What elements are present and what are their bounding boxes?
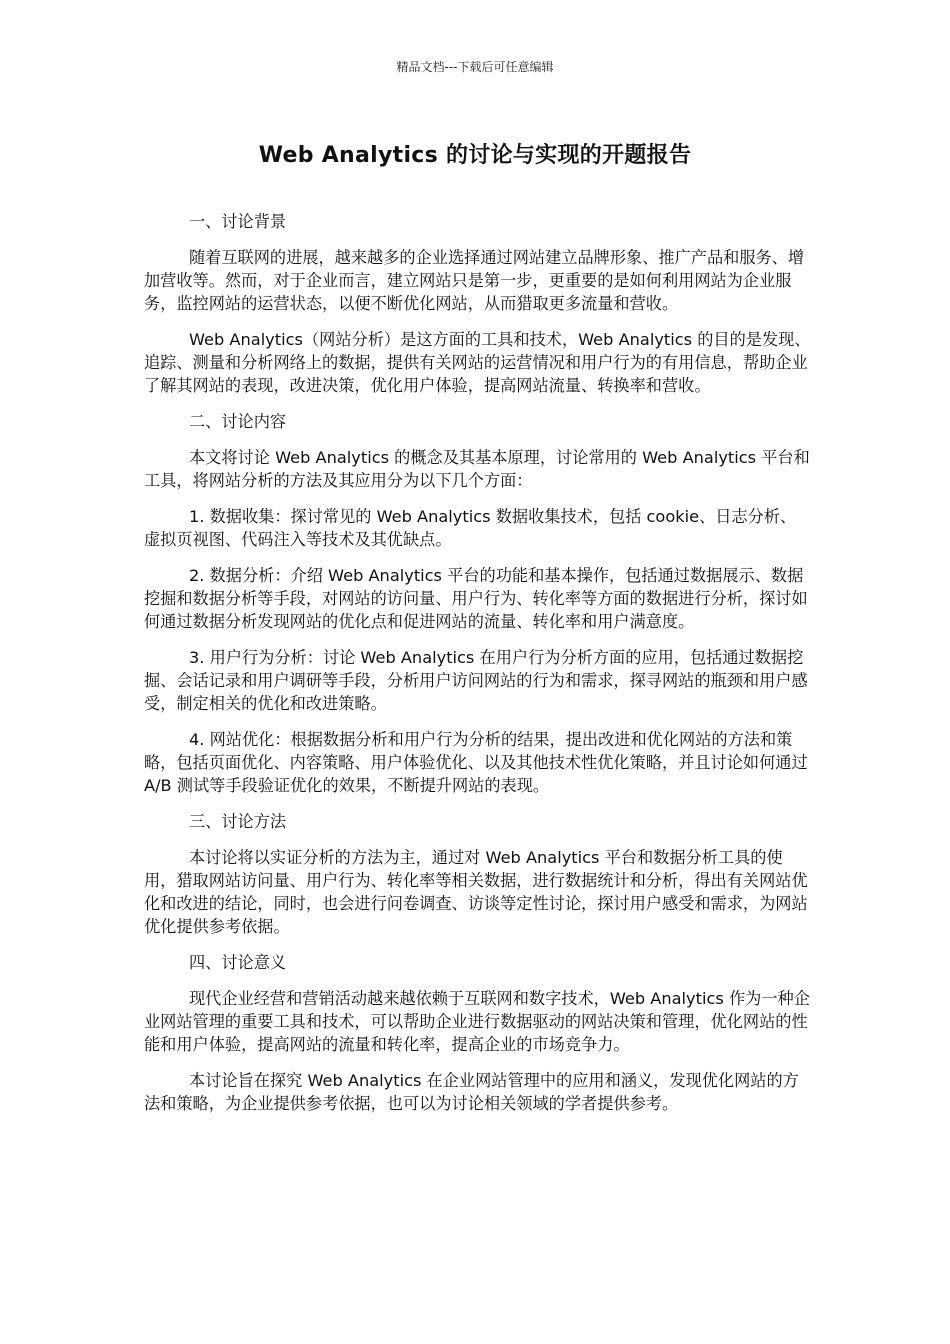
document-title: Web Analytics 的讨论与实现的开题报告 [258, 143, 692, 168]
header-note: 精品文档---下载后可任意编辑 [396, 60, 554, 74]
section-heading-content: 二、讨论内容 [189, 412, 287, 431]
section-heading-method: 三、讨论方法 [189, 812, 287, 831]
section-heading-significance: 四、讨论意义 [189, 953, 287, 972]
content-item-user-behavior: 3. 用户行为分析：讨论 Web Analytics 在用户行为分析方面的应用，包括通过数据挖掘、会话记录和用户调研等手段，分析用户访问网站的行为和需求，探寻网站的瓶颈和用户感受，制定相关的优化和改进策略。 [144, 648, 808, 713]
section-heading-background: 一、讨论背景 [189, 212, 287, 231]
background-paragraph-1: 随着互联网的进展，越来越多的企业选择通过网站建立品牌形象、推广产品和服务、增加营收等。然而，对于企业而言，建立网站只是第一步，更重要的是如何利用网站为企业服务，监控网站的运营状态，以便不断优化网站，从而猎取更多流量和营收。 [144, 248, 805, 313]
content-item-data-collection: 1. 数据收集：探讨常见的 Web Analytics 数据收集技术，包括 cookie、日志分析、虚拟页视图、代码注入等技术及其优缺点。 [144, 507, 797, 549]
content-item-data-analysis: 2. 数据分析：介绍 Web Analytics 平台的功能和基本操作，包括通过数据展示、数据挖掘和数据分析等手段，对网站的访问量、用户行为、转化率等方面的数据进行分析，探讨如何通过数据分析发现网站的优化点和促进网站的流量、转化率和用户满意度。 [144, 566, 808, 631]
background-paragraph-2: Web Analytics（网站分析）是这方面的工具和技术，Web Analytics 的目的是发现、追踪、测量和分析网络上的数据，提供有关网站的运营情况和用户行为的有用信息，帮助企业了解其网站的表现，改进决策，优化用户体验，提高网站流量、转换率和营收。 [144, 330, 811, 395]
document-body [144, 210, 812, 1128]
content-item-site-optimization: 4. 网站优化：根据数据分析和用户行为分析的结果，提出改进和优化网站的方法和策略，包括页面优化、内容策略、用户体验优化、以及其他技术性优化策略，并且讨论如何通过 A/B 测试等手段验证优化的效果，不断提升网站的表现。 [144, 730, 808, 795]
content-intro-paragraph: 本文将讨论 Web Analytics 的概念及其基本原理，讨论常用的 Web Analytics 平台和工具，将网站分析的方法及其应用分为以下几个方面： [144, 448, 810, 490]
significance-paragraph-1: 现代企业经营和营销活动越来越依赖于互联网和数字技术，Web Analytics 作为一种企业网站管理的重要工具和技术，可以帮助企业进行数据驱动的网站决策和管理，优化网站的性能和用户体验，提高网站的流量和转化率，提高企业的市场竞争力。 [144, 989, 810, 1054]
significance-paragraph-2: 本讨论旨在探究 Web Analytics 在企业网站管理中的应用和涵义，发现优化网站的方法和策略，为企业提供参考依据，也可以为讨论相关领域的学者提供参考。 [144, 1071, 799, 1113]
method-paragraph: 本讨论将以实证分析的方法为主，通过对 Web Analytics 平台和数据分析工具的使用，猎取网站访问量、用户行为、转化率等相关数据，进行数据统计和分析，得出有关网站优化和改进的结论，同时，也会进行问卷调查、访谈等定性讨论，探讨用户感受和需求，为网站优化提供参考依据。 [144, 848, 808, 936]
